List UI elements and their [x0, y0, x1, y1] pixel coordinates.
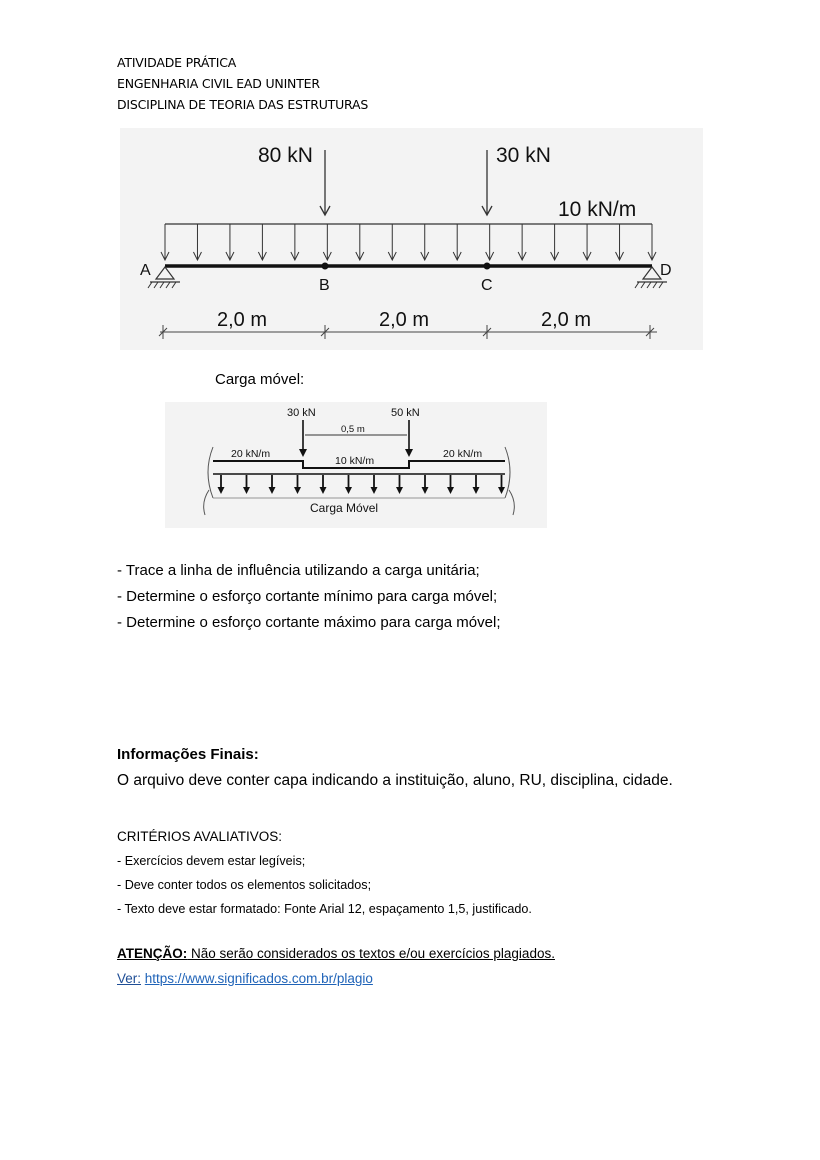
criteria-item: - Exercícios devem estar legíveis; [117, 854, 306, 868]
header-line-2: ENGENHARIA CIVIL EAD UNINTER [117, 76, 320, 91]
task-item: - Determine o esforço cortante mínimo para carga móvel; [117, 588, 498, 605]
distributed-load-label: 10 kN/m [558, 198, 637, 221]
final-info-title: Informações Finais: [117, 746, 259, 763]
see-also-label: Ver: [117, 971, 142, 986]
header-line-3: DISCIPLINA DE TEORIA DAS ESTRUTURAS [117, 97, 369, 112]
see-also [117, 971, 373, 986]
node-c-label: C [481, 277, 493, 294]
dist-middle-label: 10 kN/m [335, 455, 375, 467]
criteria-title: CRITÉRIOS AVALIATIVOS: [117, 829, 283, 844]
dist-left-label: 20 kN/m [231, 448, 271, 460]
point-load-1-label: 80 kN [258, 144, 313, 167]
span-1-label: 2,0 m [217, 309, 268, 331]
task-item: - Trace a linha de influência utilizando a carga unitária; [117, 562, 480, 579]
span-2-label: 2,0 m [379, 309, 430, 331]
node-b-marker [322, 263, 329, 270]
node-b-label: B [319, 277, 330, 294]
criteria-section [117, 825, 532, 921]
attention-text: Não serão considerados os textos e/ou exercícios plagiados. [187, 946, 555, 961]
moving-load-label: Carga móvel: [215, 371, 305, 388]
criteria-item: - Texto deve estar formatado: Fonte Arial 12, espaçamento 1,5, justificado. [117, 902, 532, 916]
beam-diagram [120, 128, 703, 350]
plagio-link[interactable]: https://www.significados.com.br/plagio [144, 971, 373, 986]
moving-load-diagram [165, 402, 547, 528]
node-a-label: A [140, 262, 151, 279]
point-load-2-label: 30 kN [496, 144, 551, 167]
dist-right-label: 20 kN/m [443, 448, 483, 460]
moving-load-caption: Carga Móvel [310, 501, 379, 515]
task-list [117, 558, 501, 636]
task-item: - Determine o esforço cortante máximo para carga móvel; [117, 614, 501, 631]
document-header [117, 52, 368, 115]
header-line-1: ATIVIDADE PRÁTICA [117, 55, 237, 70]
moving-load-2-label: 50 kN [391, 407, 420, 419]
node-d-label: D [660, 262, 672, 279]
final-info-text: O arquivo deve conter capa indicando a instituição, aluno, RU, disciplina, cidade. [117, 772, 673, 789]
moving-load-1-label: 30 kN [287, 407, 316, 419]
span-3-label: 2,0 m [541, 309, 592, 331]
spacing-label: 0,5 m [341, 424, 365, 435]
criteria-item: - Deve conter todos os elementos solicitados; [117, 878, 372, 892]
attention-label: ATENÇÃO: [117, 946, 188, 961]
attention-notice [117, 946, 555, 961]
node-c-marker [484, 263, 491, 270]
